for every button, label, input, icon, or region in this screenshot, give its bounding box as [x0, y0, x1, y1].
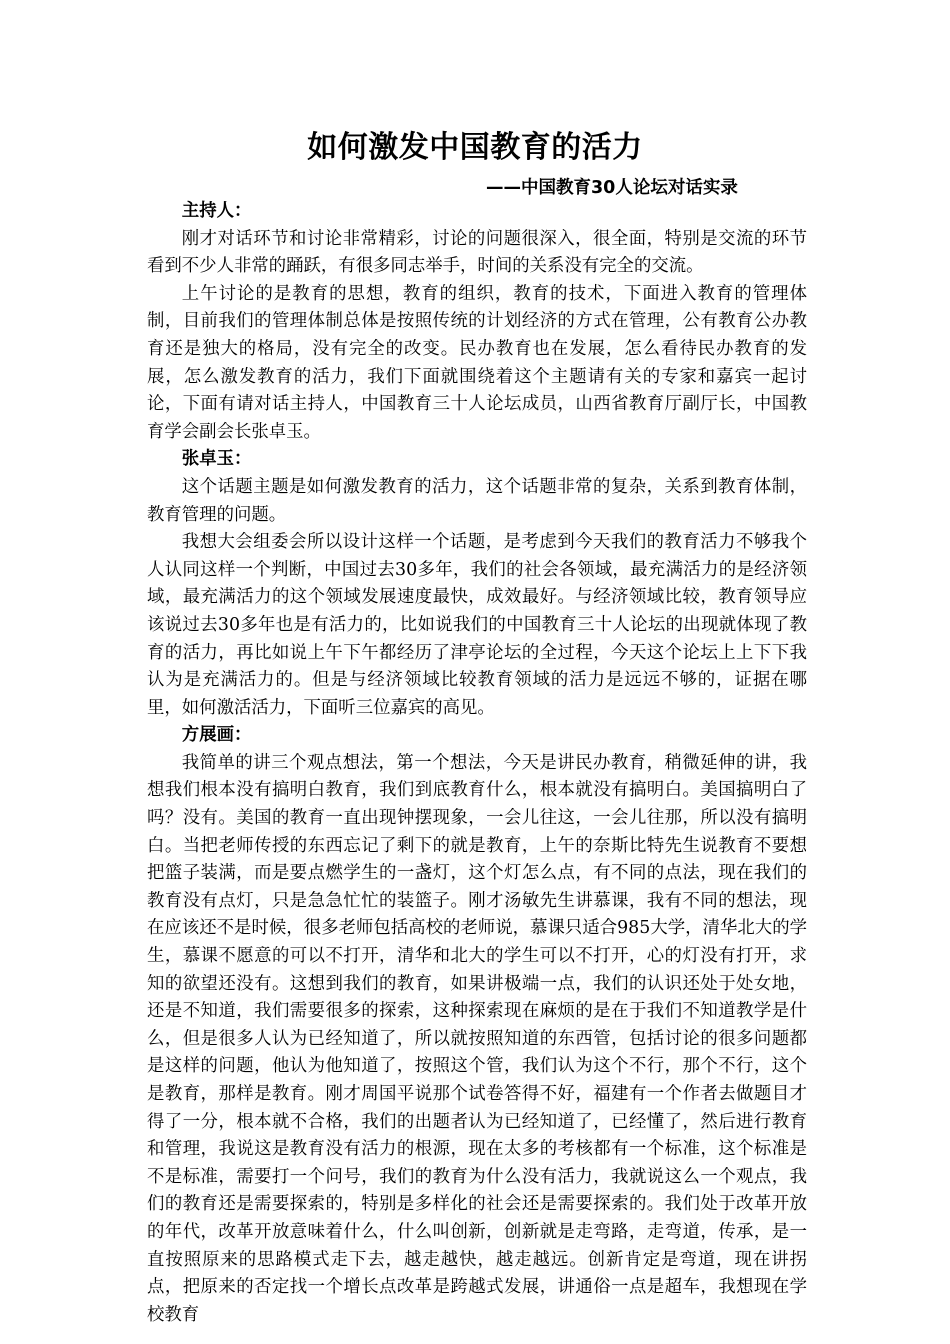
paragraph: 这个话题主题是如何激发教育的活力，这个话题非常的复杂，关系到教育体制，教育管理的问题。 [147, 476, 807, 525]
speaker-label-fang-zhanhua: 方展画： [181, 725, 252, 746]
speaker-label-host: 主持人： [181, 201, 252, 221]
document-subtitle: ——中国教育30人论坛对话实录 [486, 178, 738, 198]
paragraph: 上午讨论的是教育的思想，教育的组织，教育的技术，下面进入教育的管理体制，目前我们的管理体制总体是按照传统的计划经济的方式在管理，公有教育公办教育还是独大的格局，没有完全的改变。民办教育也在发展，怎么看待民办教育的发展，怎么激发教育的活力，我们下面就围绕着这个主题请有关的专家和嘉宾一起讨论，下面有请对话主持人，中国教育三十人论坛成员，山西省教育厅副厅长，中国教育学会副会长张卓玉。 [147, 283, 807, 442]
paragraph: 刚才对话环节和讨论非常精彩，讨论的问题很深入，很全面，特别是交流的环节看到不少人非常的踊跃，有很多同志举手，时间的关系没有完全的交流。 [147, 228, 807, 277]
speaker-label-zhang-zhuoyu: 张卓玉： [181, 449, 252, 470]
paragraph: 我想大会组委会所以设计这样一个话题，是考虑到今天我们的教育活力不够我个人认同这样一个判断，中国过去30多年，我们的社会各领域，最充满活力的是经济领域，最充满活力的这个领域发展速度最快，成效最好。与经济领域比较，教育领导应该说过去30多年也是有活力的，比如说我们的中国教育三十人论坛的出现就体现了教育的活力，再比如说上午下午都经历了津亭论坛的全过程，今天这个论坛上上下下我认为是充满活力的。但是与经济领域比较教育领域的活力是远远不够的，证据在哪里，如何激活活力，下面听三位嘉宾的高见。 [147, 532, 807, 718]
document-body [147, 198, 807, 1329]
document-title: 如何激发中国教育的活力 [307, 130, 643, 165]
paragraph: 我简单的讲三个观点想法，第一个想法，今天是讲民办教育，稍微延伸的讲，我想我们根本没有搞明白教育，我们到底教育什么，根本就没有搞明白。美国搞明白了吗？没有。美国的教育一直出现钟摆现象，一会儿往这，一会儿往那，所以没有搞明白。当把老师传授的东西忘记了剩下的就是教育，上午的奈斯比特先生说教育不要想把篮子装满，而是要点燃学生的一盏灯，这个灯怎么点，有不同的点法，现在我们的教育没有点灯，只是急急忙忙的装篮子。刚才汤敏先生讲慕课，我有不同的想法，现在应该还不是时候，很多老师包括高校的老师说，慕课只适合985大学，清华北大的学生，慕课不愿意的可以不打开，清华和北大的学生可以不打开，心的灯没有打开，求知的欲望还没有。这想到我们的教育，如果讲极端一点，我们的认识还处于处女地，还是不知道，我们需要很多的探索，这种探索现在麻烦的是在于我们不知道教学是什么，但是很多人认为已经知道了，所以就按照知道的东西管，包括讨论的很多问题都是这样的问题，他认为他知道了，按照这个管，我们认为这个不行，那个不行，这个是教育，那样是教育。刚才周国平说那个试卷答得不好，福建有一个作者去做题目才得了一分，根本就不合格，我们的出题者认为已经知道了，已经懂了，然后进行教育和管理，我说这是教育没有活力的根源，现在太多的考核都有一个标准，这个标准是不是标准，需要打一个问号，我们的教育为什么没有活力，我就说这么一个观点，我们的教育还是需要探索的，特别是多样化的社会还是需要探索的。我们处于改革开放的年代，改革开放意味着什么，什么叫创新，创新就是走弯路，走弯道，传承，是一直按照原来的思路模式走下去，越走越快，越走越远。创新肯定是弯道，现在讲拐点，把原来的否定找一个增长点改革是跨越式发展，讲通俗一点是超车，我想现在学校教育 [147, 752, 807, 1325]
